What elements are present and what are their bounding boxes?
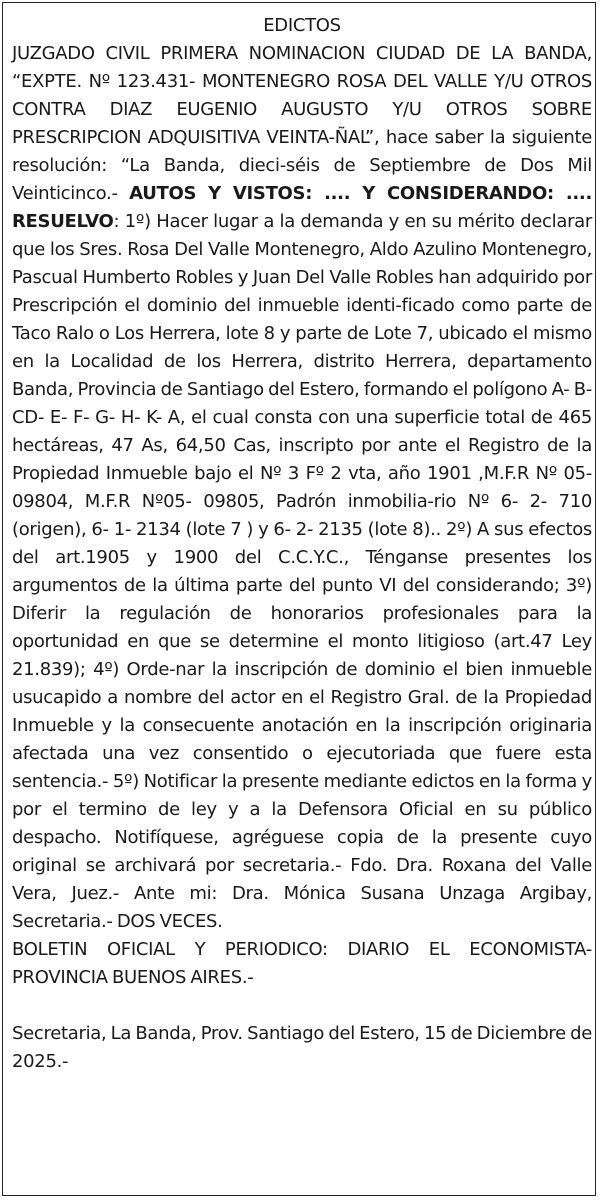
edict-bold-heading: AUTOS Y VISTOS: .... Y CONSIDERANDO: .... RESUELVO [12, 183, 592, 232]
edict-content [12, 12, 592, 1076]
edict-closing: Secretaria, La Banda, Prov. Santiago del Estero, 15 de Diciembre de 2025.- [12, 1023, 592, 1072]
edict-publication: BOLETIN OFICIAL Y PERIODICO: DIARIO EL ECONOMISTA-PROVINCIA BUENOS AIRES.- [12, 939, 592, 988]
edict-resolution: : 1º) Hacer lugar a la demanda y en su mérito declarar que los Sres. Rosa Del Valle Montenegro, Aldo Azulino Montenegro, Pascual Humberto Robles y Juan Del Valle Robles han adquirido por Prescripción el dominio del inmueble identi-ficado como parte de Taco Ralo o Los Herrera, lote 8 y parte de Lote 7, ubicado el mismo en la Localidad de los Herrera, distrito Herrera, departamento Banda, Provincia de Santiago del Estero, formando el polígono A- B- CD- E- F- G- H- K- A, el cual consta con una superficie total de 465 hectáreas, 47 As, 64,50 Cas, inscripto por ante el Registro de la Propiedad Inmueble bajo el Nº 3 Fº 2 vta, año 1901 ,M.F.R Nº 05- 09804, M.F.R Nº05- 09805, Padrón inmobilia-rio Nº 6- 2- 710 (origen), 6- 1- 2134 (lote 7 ) y 6- 2- 2135 (lote 8).. 2º) A sus efectos del art.1905 y 1900 del C.C.Y.C., Ténganse presentes los argumentos de la última parte del punto VI del considerando; 3º) Diferir la regulación de honorarios profesionales para la oportunidad en que se determine el monto litigioso (art.47 Ley 21.839); 4º) Orde-nar la inscripción de dominio el bien inmueble usucapido a nombre del actor en el Registro Gral. de la Propiedad Inmueble y la consecuente anotación en la inscripción originaria afectada una vez consentido o ejecutoriada que fuere esta sentencia.- 5º) Notificar la presente mediante edictos en la forma y por el termino de ley y a la Defensora Oficial en su público despacho. Notifíquese, agréguese copia de la presente cuyo original se archivará por secretaria.- Fdo. Dra. Roxana del Valle Vera, Juez.- Ante mi: Dra. Mónica Susana Unzaga Argibay, Secretaria.- DOS VECES. [12, 211, 592, 932]
edict-body [12, 40, 592, 936]
blank-line [12, 992, 592, 1020]
edict-intro: JUZGADO CIVIL PRIMERA NOMINACION CIUDAD DE LA BANDA, “EXPTE. Nº 123.431- MONTENEGRO ROSA DEL VALLE Y/U OTROS CONTRA DIAZ EUGENIO AUGUSTO Y/U OTROS SOBRE PRESCRIPCION ADQUISITIVA VEINTA-ÑAL”, hace saber la siguiente resolución: “La Banda, dieci-séis de Septiembre de Dos Mil Veinticinco.- [12, 43, 592, 204]
edict-title: EDICTOS [263, 15, 341, 36]
edict-frame [2, 2, 596, 1196]
